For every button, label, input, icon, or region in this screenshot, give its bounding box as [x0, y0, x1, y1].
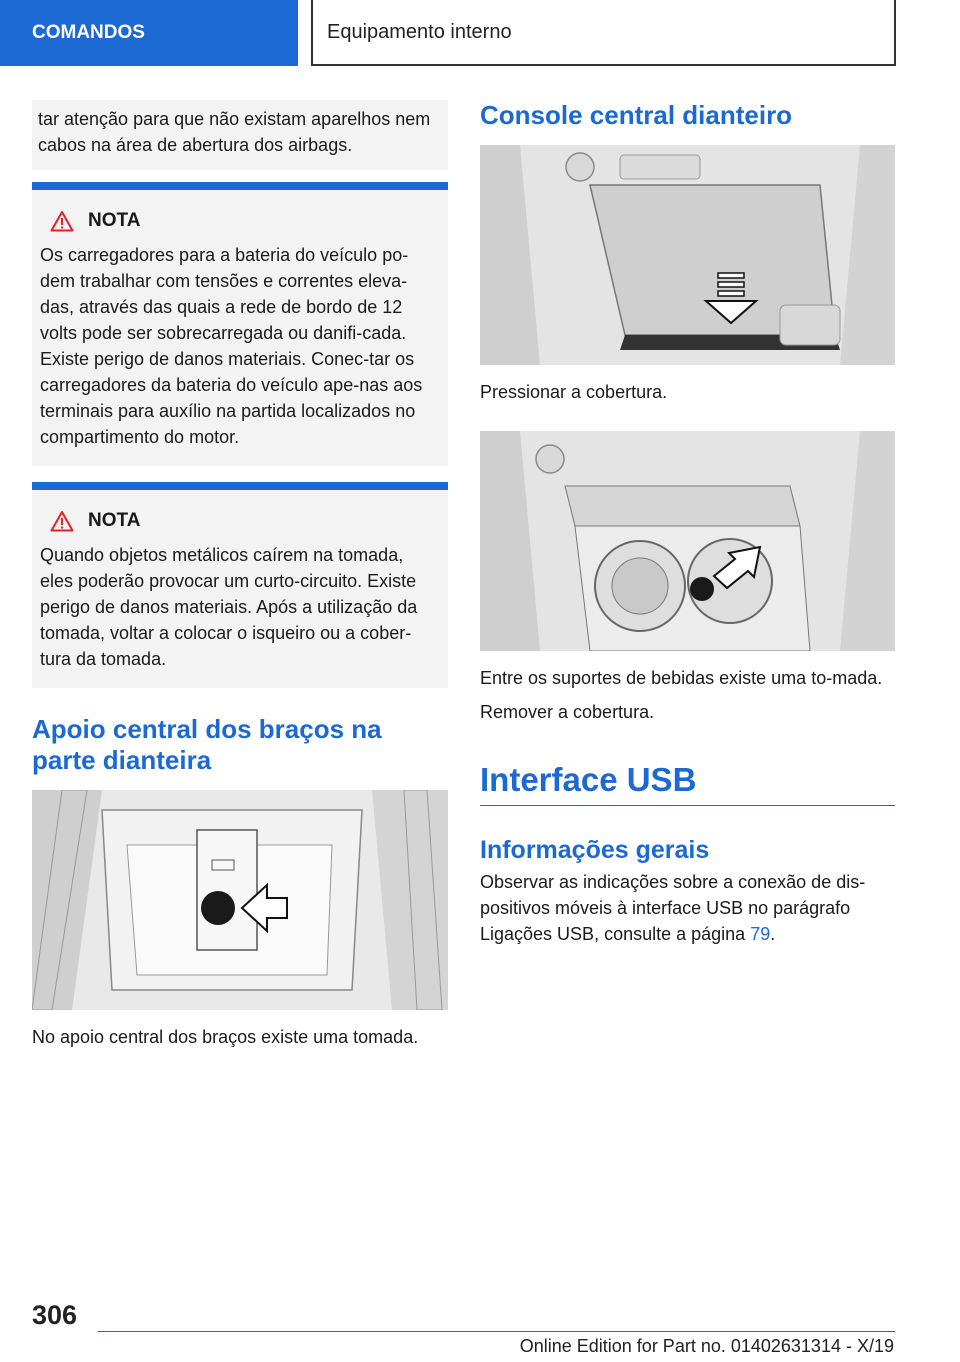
- left-column: [32, 100, 448, 1050]
- note-2-title-text: NOTA: [88, 510, 141, 531]
- header-chapter: [311, 0, 896, 66]
- header-section-label: COMANDOS: [32, 22, 145, 43]
- note-2-title: [40, 508, 440, 534]
- info-paragraph: [480, 869, 895, 947]
- warning-icon: [50, 210, 74, 232]
- console-caption-1: Pressionar a cobertura.: [480, 382, 668, 402]
- intro-box: [32, 100, 448, 170]
- section-title-armrest: Apoio central dos braços na parte dianteira: [32, 714, 382, 775]
- right-column: [480, 100, 895, 947]
- note-2-text: Quando objetos metálicos caírem na tomada, eles poderão provocar um curto-circuito. Existe perigo de danos materiais. Após a utilização da tomada, voltar a colocar o isqueiro ou a cober-tura da tomada.: [40, 545, 418, 669]
- console-cover-photo: [480, 145, 895, 365]
- section-title-console: Console central dianteiro: [480, 100, 793, 130]
- header-chapter-label: Equipamento interno: [327, 20, 512, 43]
- armrest-caption: No apoio central dos braços existe uma tomada.: [32, 1027, 419, 1047]
- armrest-photo: [32, 790, 448, 1010]
- header-section: [0, 0, 298, 66]
- info-text: Observar as indicações sobre a conexão de dis-positivos móveis à interface USB no parágrafo Ligações USB, consulte a página: [480, 872, 866, 944]
- note-box-1: [32, 182, 448, 466]
- note-box-2: [32, 482, 448, 688]
- note-1-title-text: NOTA: [88, 210, 141, 231]
- note-1-text: Os carregadores para a bateria do veículo po-dem trabalhar com tensões e correntes eleva-das, através das quais a rede de bordo de 12 volts pode ser sobrecarregada ou danifi-cada. Existe perigo de danos materiais. Conec-tar os carregadores da bateria do veículo ape-nas aos terminais para auxílio na partida localizados no compartimento do motor.: [40, 245, 423, 447]
- info-title: Informações gerais: [480, 836, 710, 864]
- page-link[interactable]: 79: [750, 924, 771, 944]
- footer-rule: [98, 1331, 895, 1332]
- page-number: 306: [32, 1300, 78, 1330]
- console-caption-3: Remover a cobertura.: [480, 702, 655, 722]
- info-end: .: [770, 924, 776, 944]
- note-1-title: [40, 208, 440, 234]
- usb-title: Interface USB: [480, 761, 895, 806]
- footer-edition: Online Edition for Part no. 01402631314 - X/19: [519, 1336, 894, 1356]
- console-caption-2: Entre os suportes de bebidas existe uma to-mada.: [480, 668, 883, 688]
- intro-text: tar atenção para que não existam aparelhos nem cabos na área de abertura dos airbags.: [38, 109, 431, 155]
- console-socket-photo: [480, 431, 895, 651]
- warning-icon: [50, 510, 74, 532]
